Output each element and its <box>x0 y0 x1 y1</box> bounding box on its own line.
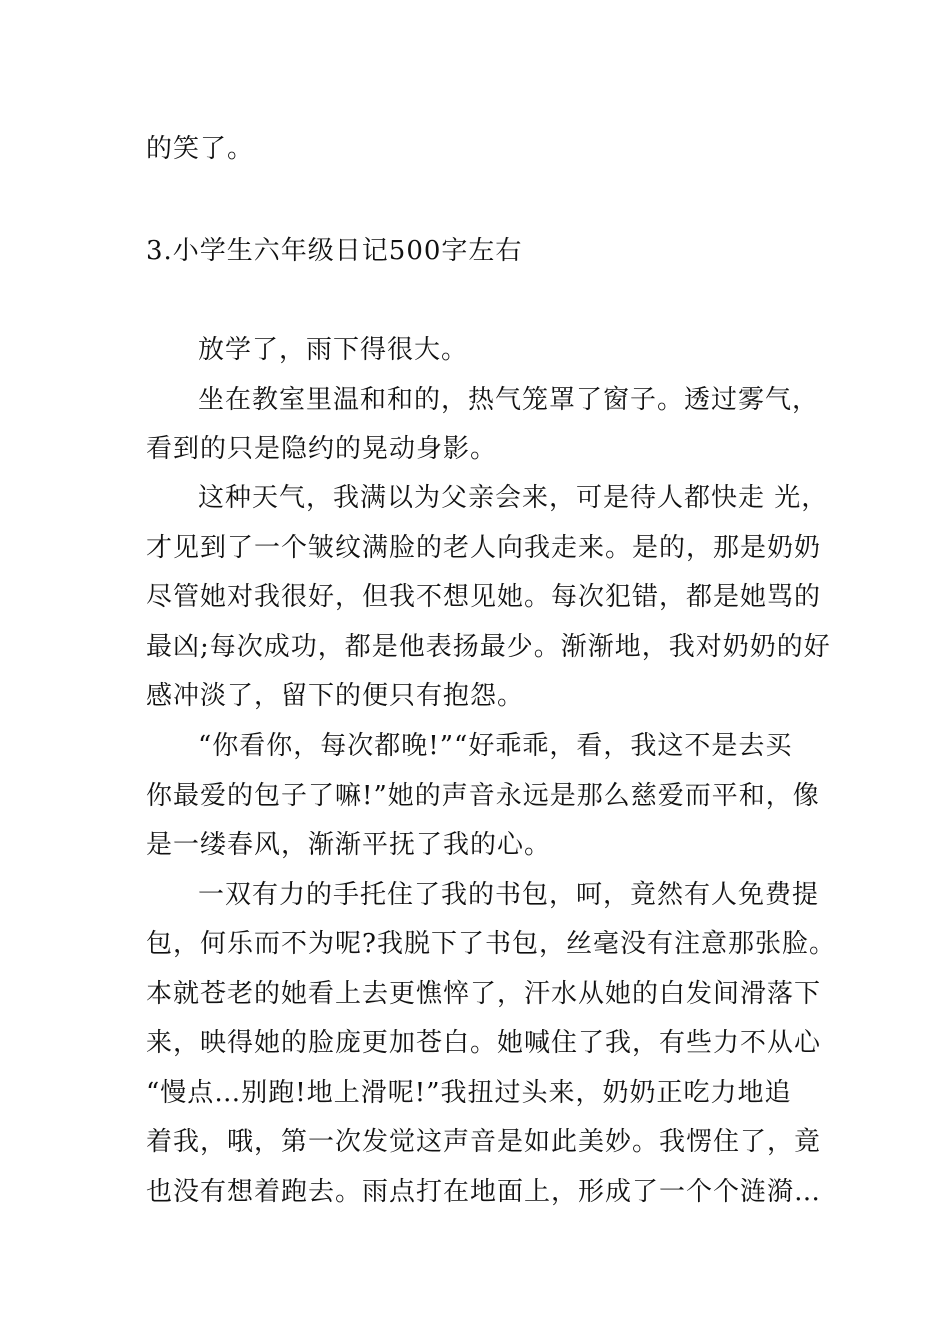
paragraph-line: 感冲淡了，留下的便只有抱怨。 <box>146 681 525 711</box>
paragraph-line: 才见到了一个皱纹满脸的老人向我走来。是的，那是奶奶 <box>146 533 822 563</box>
paragraph-line: “慢点…别跑!地上滑呢!”我扭过头来，奶奶正吃力地追 <box>146 1078 792 1108</box>
paragraph-line: 放学了，雨下得很大。 <box>198 335 469 365</box>
paragraph-line: 看到的只是隐约的晃动身影。 <box>146 434 498 464</box>
paragraph-line: 也没有想着跑去。雨点打在地面上，形成了一个个涟漪… <box>146 1177 822 1207</box>
paragraph-line: 最凶;每次成功，都是他表扬最少。渐渐地，我对奶奶的好 <box>146 632 831 662</box>
section-heading: 3.小学生六年级日记500字左右 <box>146 236 523 266</box>
paragraph-line: 这种天气，我满以为父亲会来，可是待人都快走 光， <box>198 483 829 513</box>
paragraph-line: 坐在教室里温和和的，热气笼罩了窗子。透过雾气， <box>198 385 820 415</box>
paragraph-line: 一双有力的手托住了我的书包，呵，竟然有人免费提 <box>198 880 820 910</box>
paragraph-line: 来，映得她的脸庞更加苍白。她喊住了我，有些力不从心 <box>146 1028 822 1058</box>
paragraph-line: 包，何乐而不为呢?我脱下了书包，丝毫没有注意那张脸。 <box>146 929 836 959</box>
paragraph-line: 本就苍老的她看上去更憔悴了，汗水从她的白发间滑落下 <box>146 979 822 1009</box>
paragraph-line: 你最爱的包子了嘛!”她的声音永远是那么慈爱而平和，像 <box>146 781 820 811</box>
paragraph-line: 着我，哦，第一次发觉这声音是如此美妙。我愣住了，竟 <box>146 1127 822 1157</box>
paragraph-line: 尽管她对我很好，但我不想见她。每次犯错，都是她骂的 <box>146 582 822 612</box>
paragraph-line: 是一缕春风，渐渐平抚了我的心。 <box>146 830 552 860</box>
fragment-text: 的笑了。 <box>146 134 255 164</box>
paragraph-line: “你看你，每次都晚!”“好乖乖，看，我这不是去买 <box>198 731 793 761</box>
